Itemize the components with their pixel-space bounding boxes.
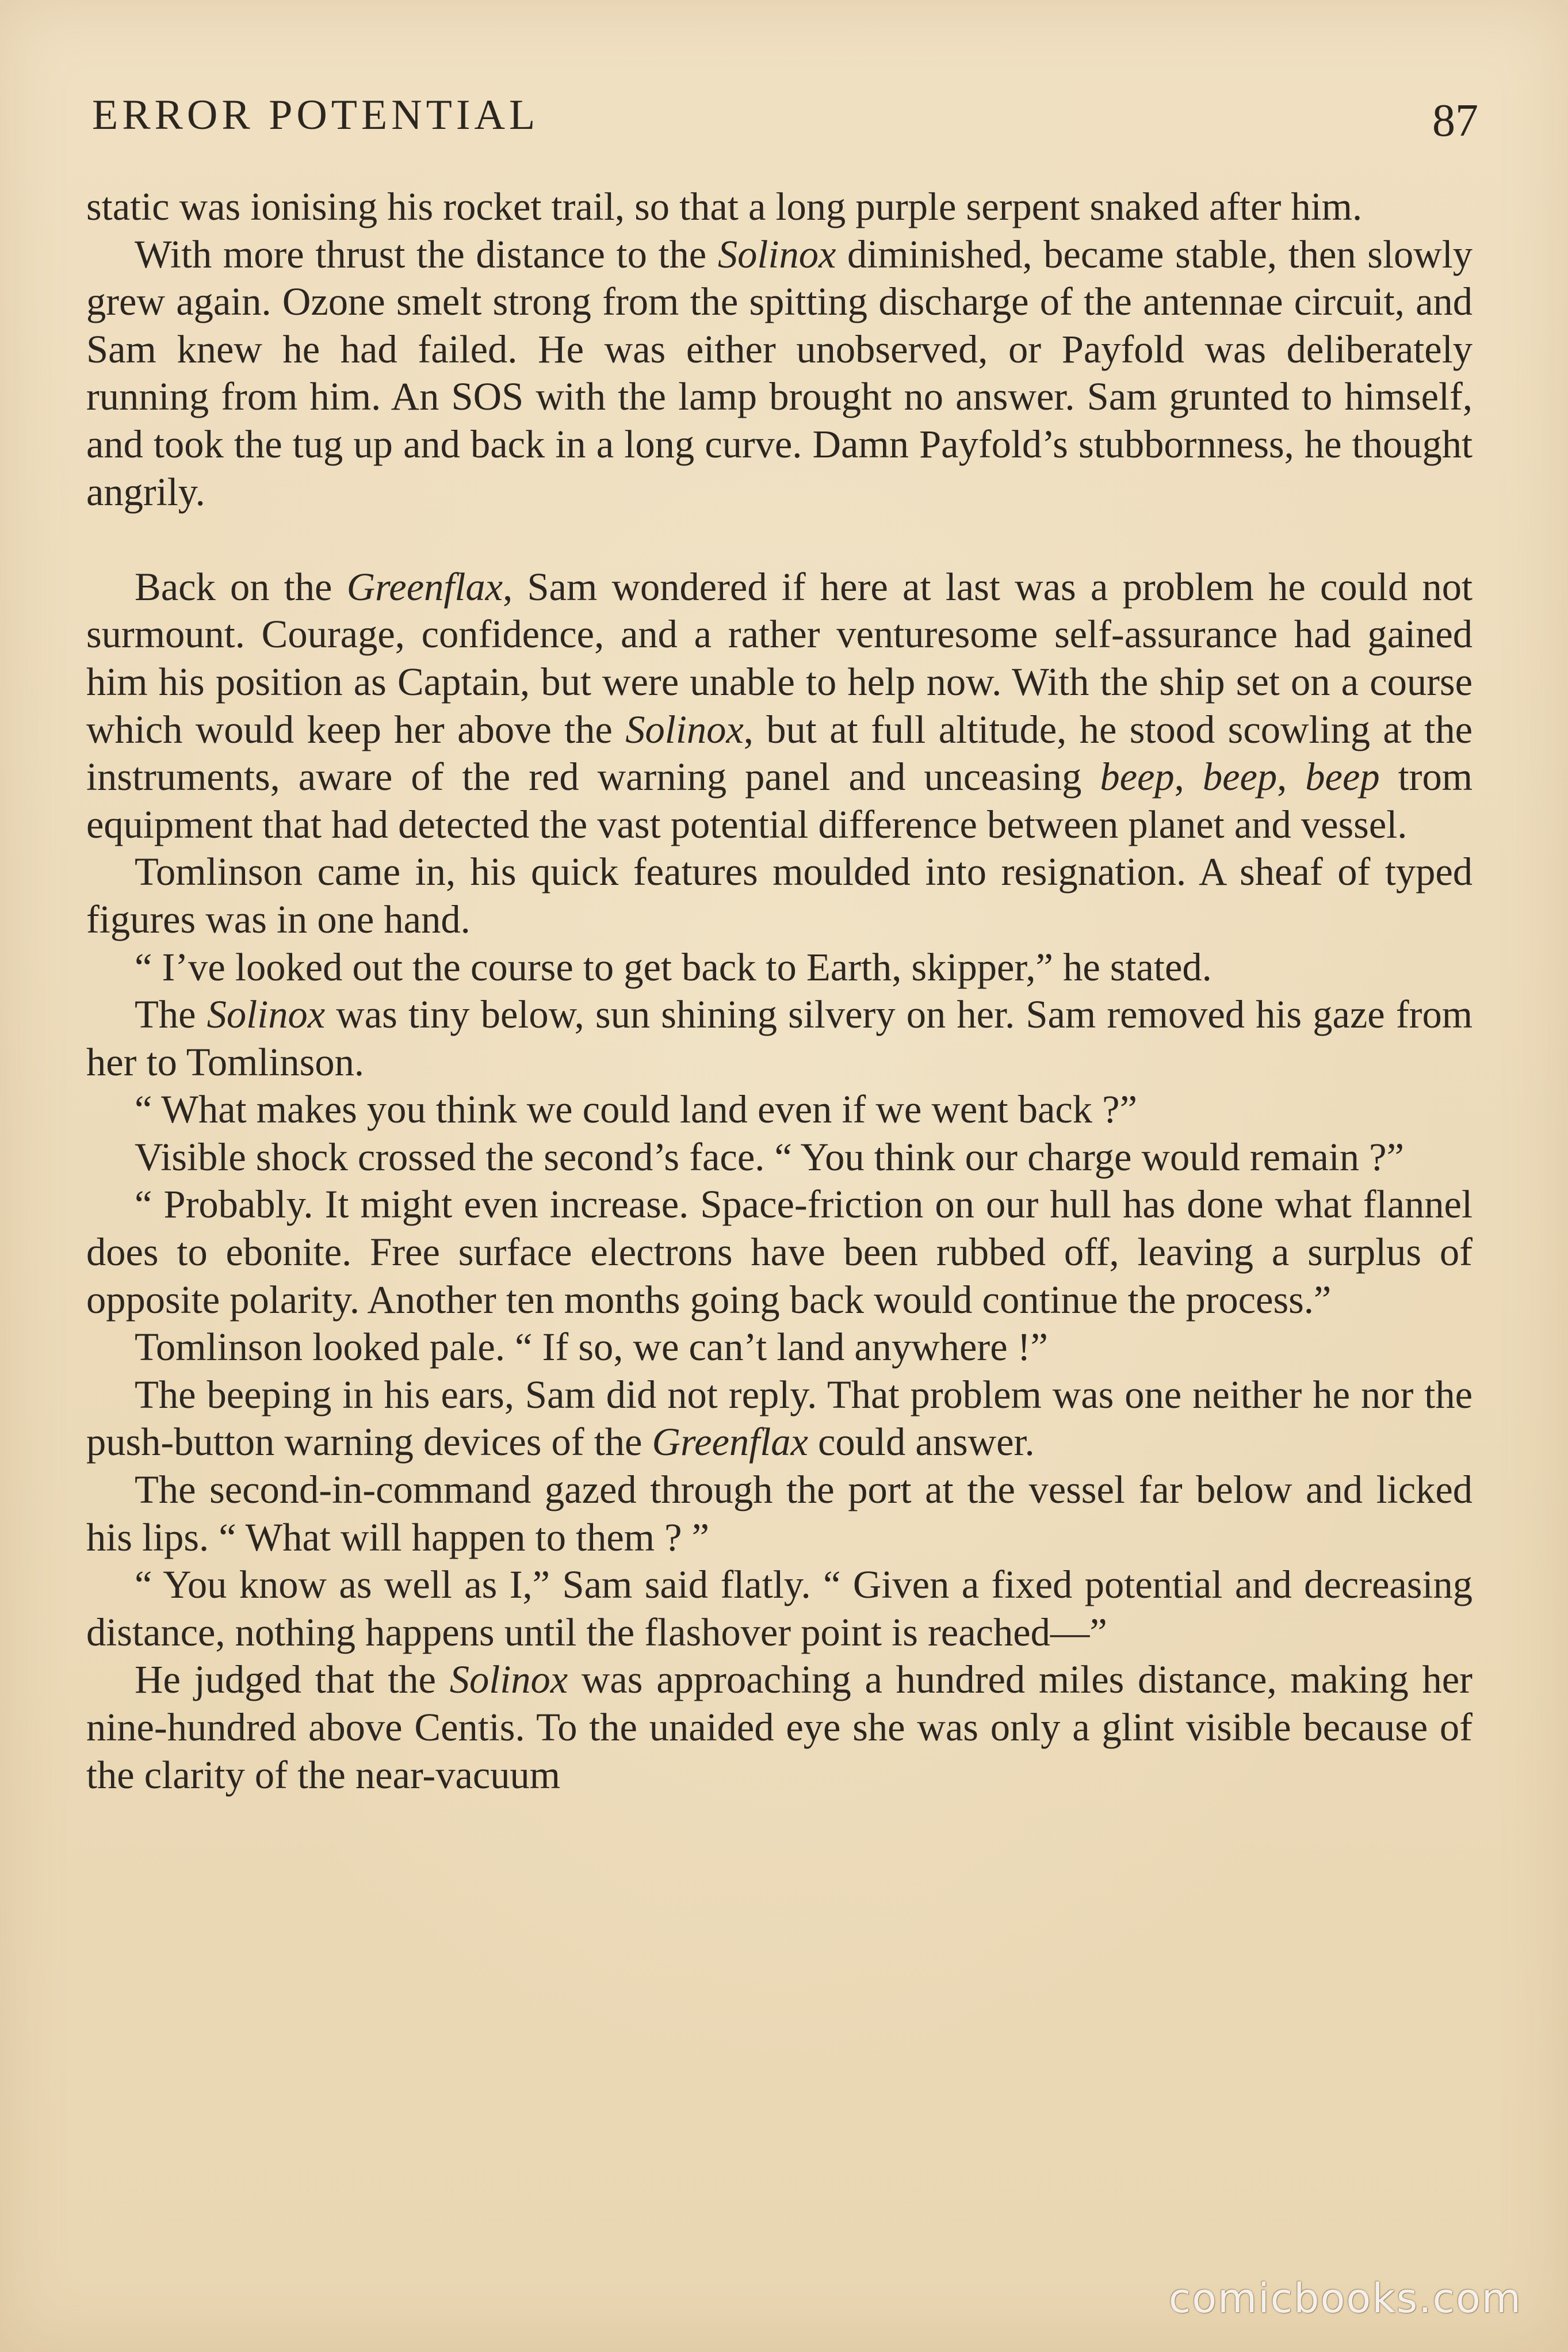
running-title: ERROR POTENTIAL — [92, 91, 540, 139]
italic-text: beep — [1202, 755, 1278, 799]
italic-text: Solinox — [717, 232, 836, 276]
text-run: , Sam wondered if here at last was a problem he could not surmount. Courage, confidence, and a rather venturesome self-assurance had gained him his position as Captain, but were unable to help now. With the ship set on a course which would keep her above the — [86, 564, 1473, 751]
text-run: was approaching a hundred miles distance, making her nine-hundred above Centis. To the unaided eye she was only a glint visible because of the clarity of the near-vacuum — [86, 1658, 1473, 1797]
paragraph — [86, 848, 1473, 943]
paragraph — [86, 991, 1473, 1086]
body-text — [86, 183, 1473, 1799]
text-run: The — [135, 992, 207, 1037]
paragraph — [86, 1323, 1473, 1371]
text-run: Tomlinson looked pale. “ If so, we can’t land anywhere !” — [135, 1325, 1048, 1369]
text-run: “ What makes you think we could land even if we went back ?” — [135, 1087, 1137, 1132]
paragraph — [86, 1181, 1473, 1323]
text-run: trom equipment that had detected the vast potential difference between planet and vessel. — [86, 755, 1473, 846]
text-run: He judged that the — [135, 1658, 450, 1702]
text-run: could answer. — [808, 1420, 1035, 1464]
page-number: 87 — [1432, 96, 1478, 146]
italic-text: beep — [1305, 755, 1380, 799]
text-run: “ I’ve looked out the course to get back to Earth, skipper,” he stated. — [135, 945, 1212, 989]
paragraph — [86, 1371, 1473, 1466]
paragraph — [86, 1086, 1473, 1133]
italic-text: Solinox — [206, 992, 326, 1037]
page-header — [92, 86, 1478, 150]
text-run: , but at full altitude, he stood scowling at the instruments, aware of the red warning panel and unceasing — [86, 707, 1473, 799]
italic-text: Solinox — [449, 1658, 568, 1702]
text-run: , — [1277, 755, 1306, 799]
paragraph — [86, 563, 1473, 849]
text-run: diminished, became stable, then slowly grew again. Ozone smelt strong from the spitting discharge of the antennae circuit, and Sam knew he had failed. He was either unobserved, or Payfold was deliberately running from him. An SOS with the lamp brought no answer. Sam grunted to himself, and took the tug up and back in a long curve. Damn Payfold’s stubbornness, he thought angrily. — [86, 232, 1473, 514]
text-run: , — [1174, 755, 1203, 799]
paragraph — [86, 1561, 1473, 1656]
text-run: was tiny below, sun shining silvery on her. Sam removed his gaze from her to Tomlinson. — [86, 992, 1473, 1084]
paragraph — [86, 1656, 1473, 1799]
text-run: The beeping in his ears, Sam did not reply. That problem was one neither he nor the push-button warning devices of the — [86, 1372, 1473, 1464]
italic-text: Greenflax — [652, 1420, 808, 1464]
text-run: “ You know as well as I,” Sam said flatly. “ Given a fixed potential and decreasing distance, nothing happens until the flashover point is reached—” — [86, 1563, 1473, 1654]
paragraph — [86, 1133, 1473, 1181]
text-run: The second-in-command gazed through the port at the vessel far below and licked his lips. “ What will happen to them ? ” — [86, 1468, 1473, 1559]
text-run: Back on the — [135, 564, 347, 609]
text-run: With more thrust the distance to the — [135, 232, 718, 276]
text-run: “ Probably. It might even increase. Space-friction on our hull has done what flannel does to ebonite. Free surface electrons have been rubbed off, leaving a surplus of opposite polarity. Another ten months going back would continue the process.” — [86, 1182, 1473, 1322]
paragraph — [86, 944, 1473, 991]
text-run: Visible shock crossed the second’s face. “ You think our charge would remain ?” — [135, 1135, 1404, 1179]
italic-text: beep — [1100, 755, 1175, 799]
paragraph — [86, 1466, 1473, 1561]
paragraph — [86, 183, 1473, 231]
text-run: static was ionising his rocket trail, so that a long purple serpent snaked after him. — [86, 185, 1363, 228]
italic-text: Solinox — [625, 707, 744, 751]
italic-text: Greenflax — [346, 564, 503, 609]
text-run: Tomlinson came in, his quick features moulded into resignation. A sheaf of typed figures was in one hand. — [86, 850, 1473, 941]
watermark: comicbooks.com — [1168, 2275, 1522, 2322]
paragraph — [86, 231, 1473, 516]
